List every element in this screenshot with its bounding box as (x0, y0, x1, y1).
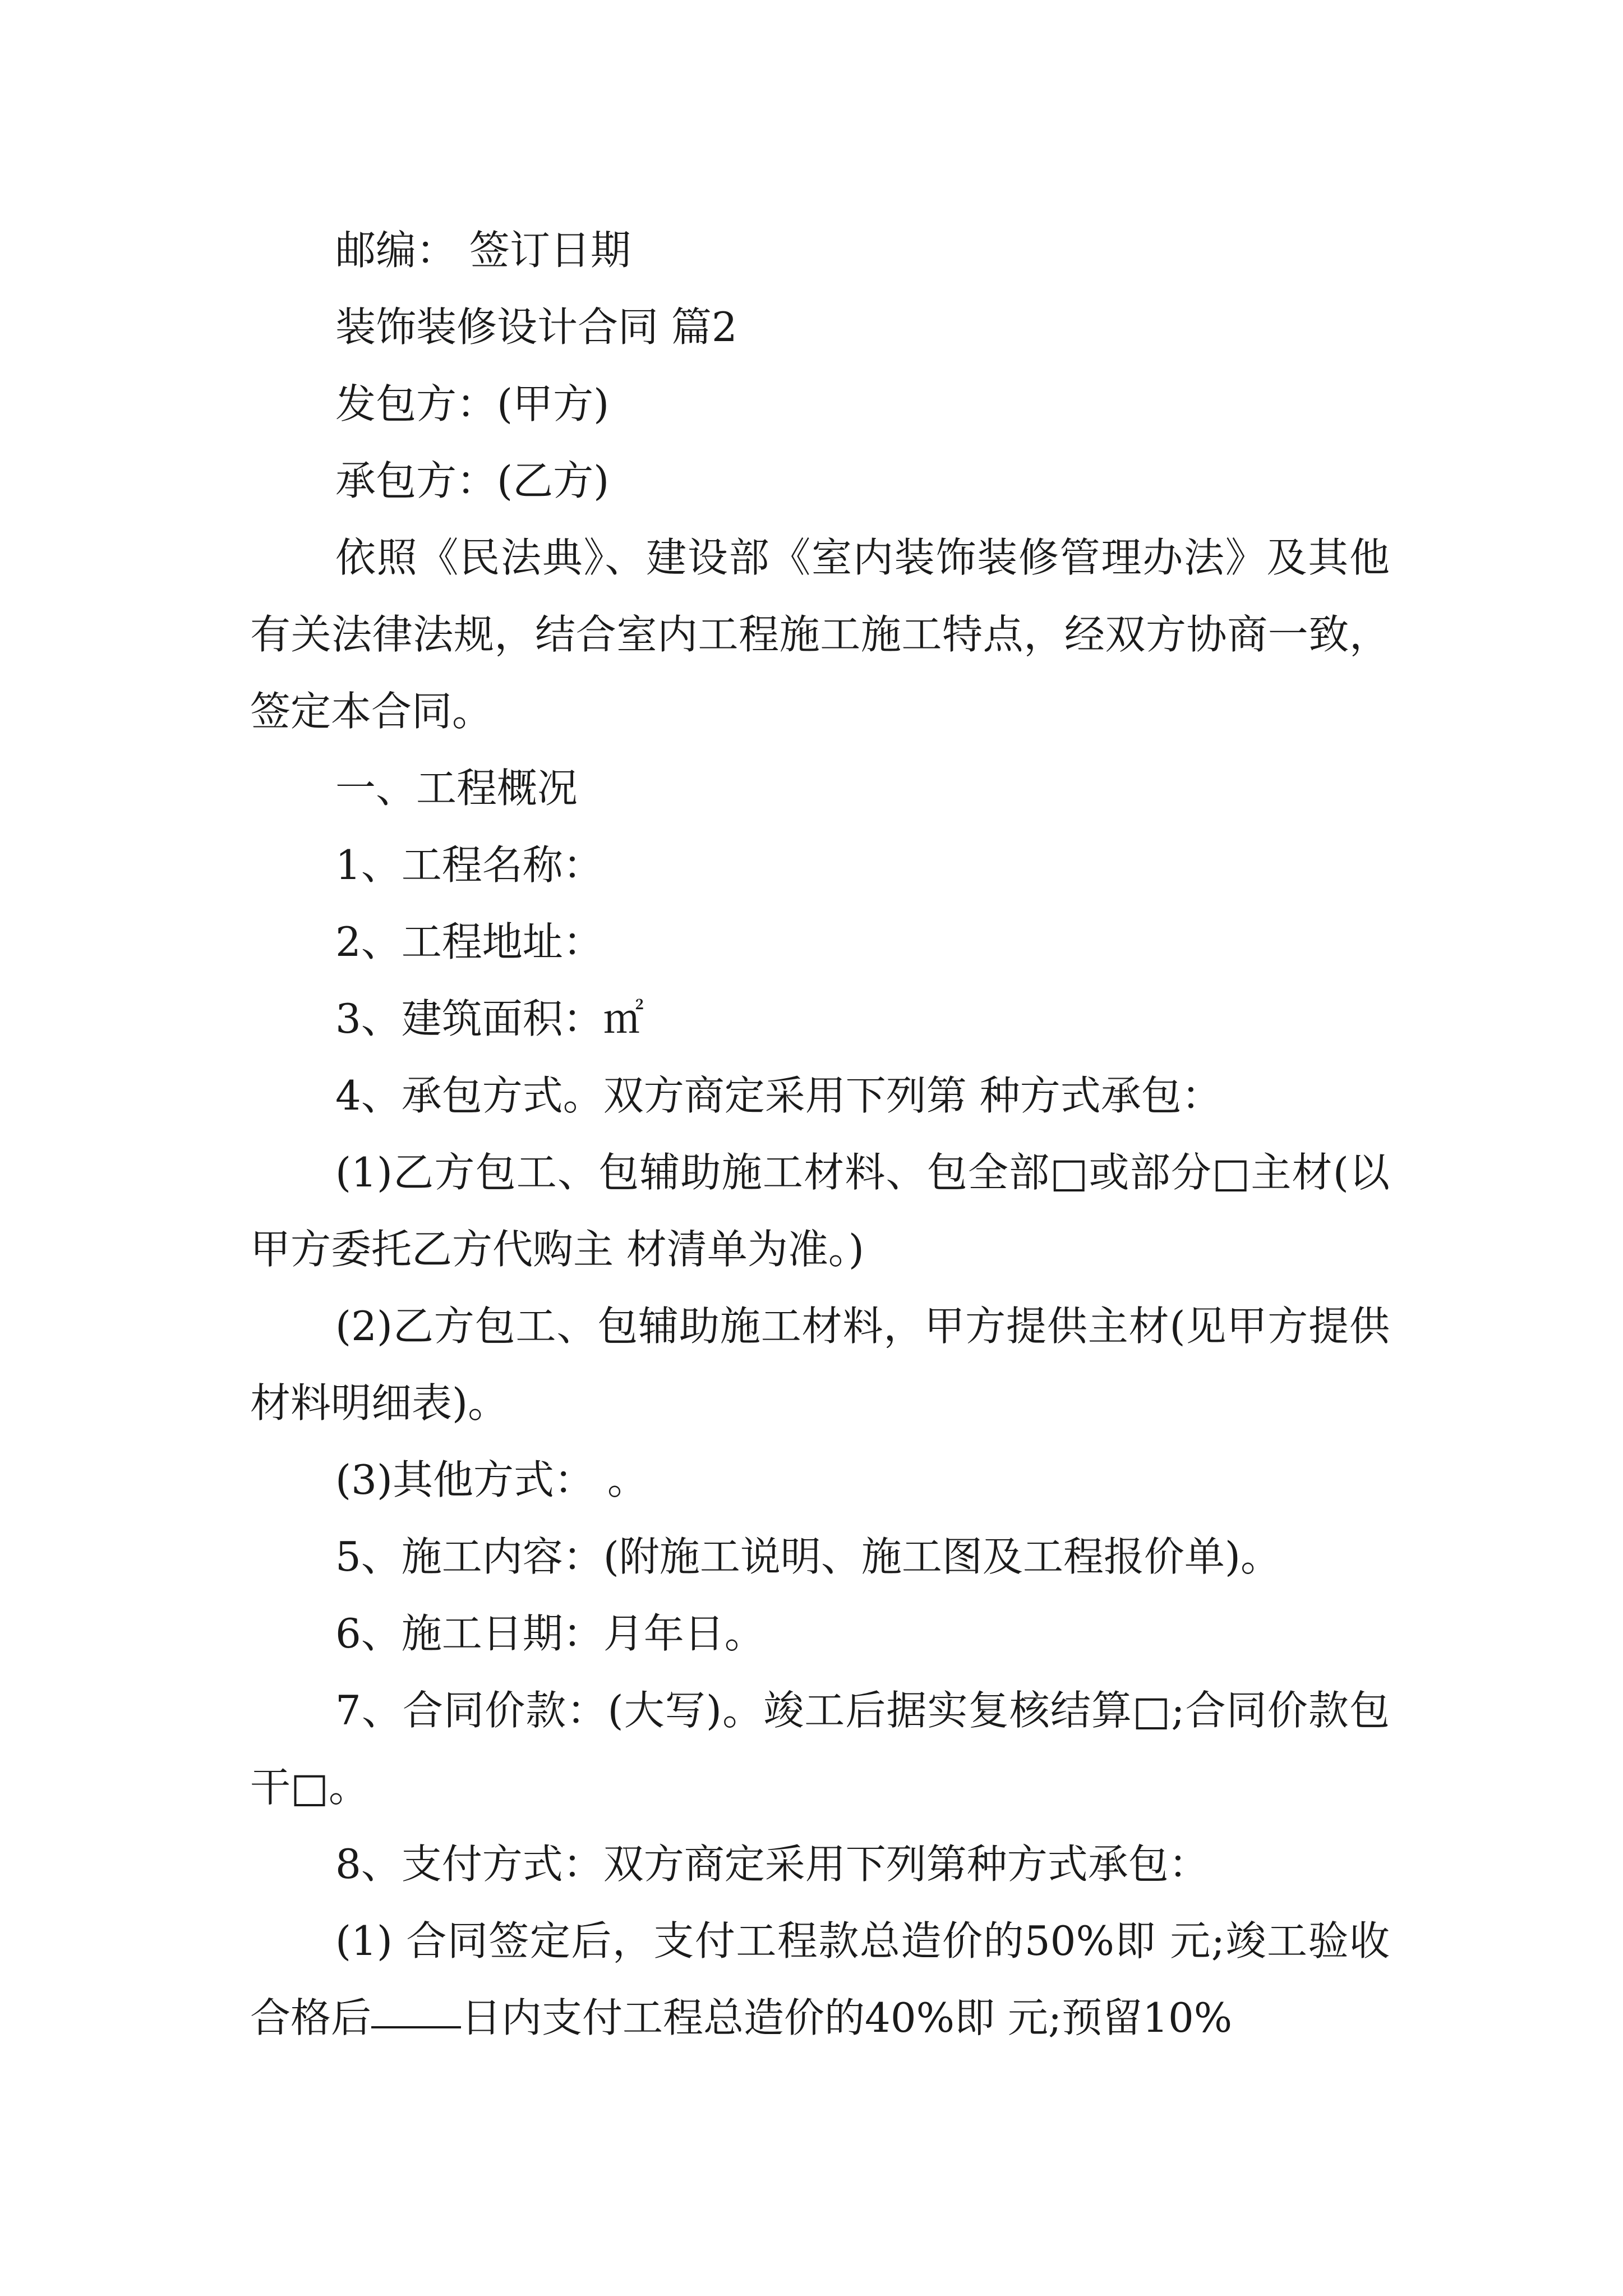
item-payment-method: 8、支付方式：双方商定采用下列第种方式承包： (335, 1841, 1209, 1888)
party-b-line: 承包方：(乙方) (335, 457, 610, 504)
method-option-1: (1)乙方包工、包辅助施工材料、包全部□或部分□主材(以甲方委托乙方代购主 材清单为准。) (250, 1149, 1390, 1273)
item-construction-content: 5、施工内容：(附施工说明、施工图及工程报价单)。 (335, 1533, 1281, 1580)
item-project-name: 1、工程名称： (335, 841, 603, 889)
payment-option-1 (250, 1903, 1390, 2056)
item-contracting-method: 4、承包方式。双方商定采用下列第 种方式承包： (335, 1072, 1222, 1119)
item-construction-date: 6、施工日期：月年日。 (335, 1610, 765, 1657)
postcode-signing-date-line: 邮编： 签订日期 (335, 227, 631, 274)
contract-section-title: 装饰装修设计合同 篇2 (335, 303, 737, 351)
item-project-address: 2、工程地址： (335, 918, 603, 965)
payment-option-1-part-b: 日内支付工程总造价的40%即 元;预留10% (461, 1994, 1233, 2041)
method-option-3: (3)其他方式： 。 (335, 1456, 648, 1503)
item-contract-price: 7、合同价款：(大写)。竣工后据实复核结算□;合同价款包干□。 (250, 1687, 1390, 1811)
legal-basis-paragraph: 依照《民法典》、建设部《室内装饰装修管理办法》及其他有关法律法规，结合室内工程施工施工特点，经双方协商一致，签定本合同。 (250, 534, 1390, 735)
method-option-2: (2)乙方包工、包辅助施工材料，甲方提供主材(见甲方提供材料明细表)。 (250, 1303, 1390, 1427)
payment-option-1-part-a: (1) 合同签定后，支付工程款总造价的50%即 元;竣工验收合格后 (250, 1917, 1390, 2041)
item-building-area: 3、建筑面积：㎡ (335, 995, 644, 1042)
heading-project-overview: 一、工程概况 (335, 765, 578, 812)
party-a-line: 发包方：(甲方) (335, 380, 610, 427)
document-body (250, 212, 1390, 2056)
blank-days-underline (371, 2026, 461, 2028)
